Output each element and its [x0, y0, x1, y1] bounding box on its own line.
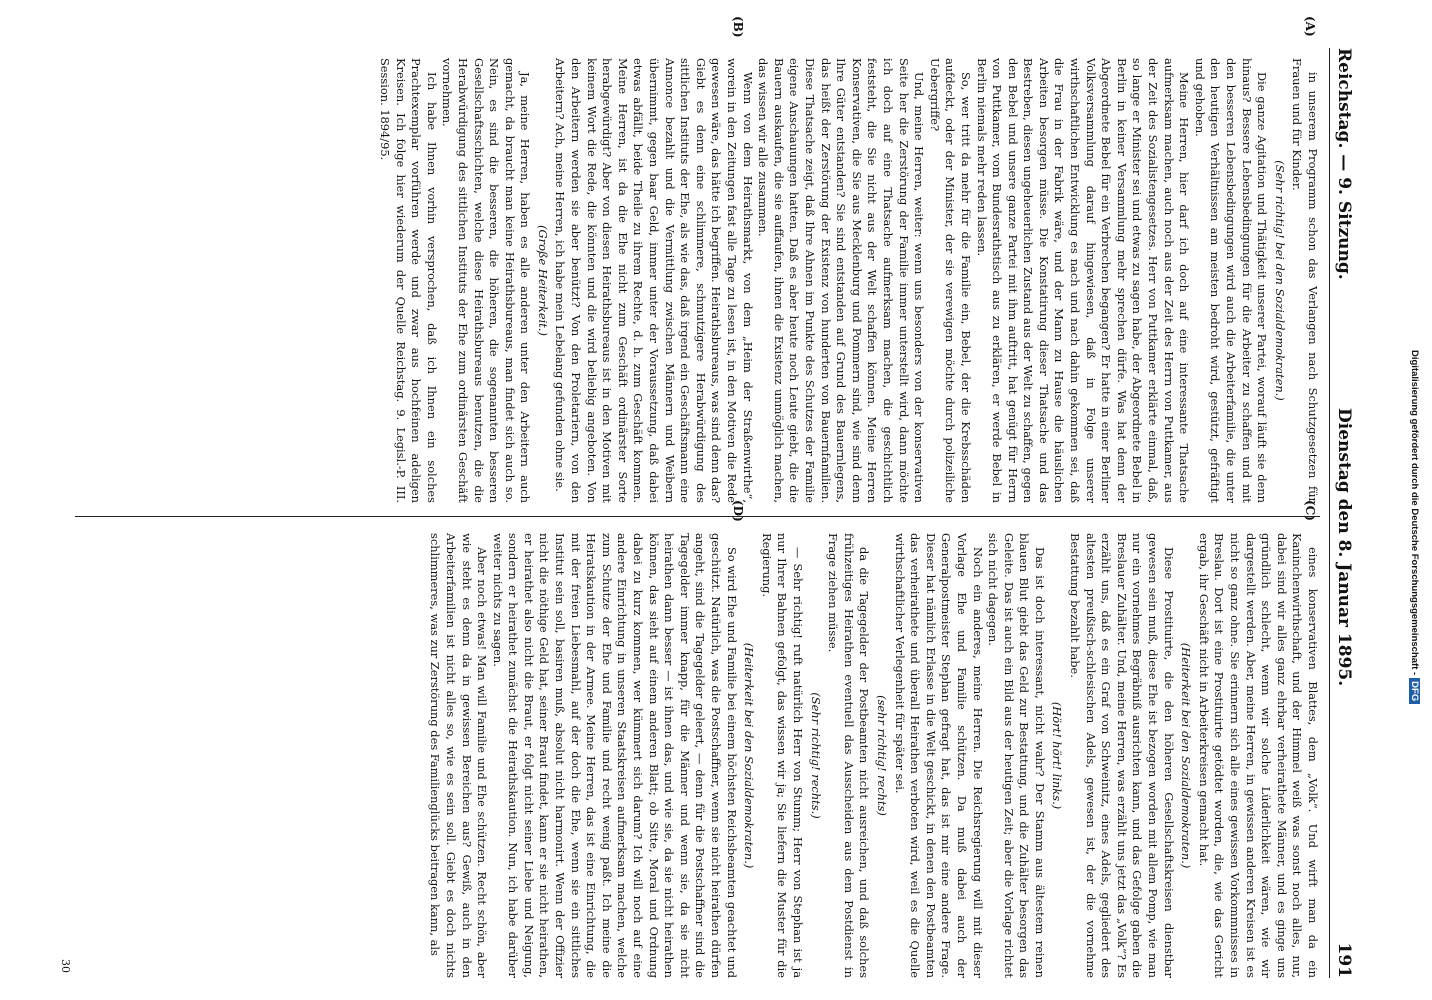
interjection: (Hört! hört! links.)	[1050, 701, 1065, 810]
interjection: (Sehr richtig! rechts.)	[808, 692, 823, 819]
page-number: 191	[1334, 942, 1354, 978]
paragraph: Ich habe Ihnen vorhin versprochen, daß ich Ihnen ein solches Prachtexemplar vorführen werde und zwar aus hochfeinen adeligen Kreisen. Ich folge hier wiederum der Quelle Reichstag. 9. Legisl.-P. III. Session. 1894/95.	[377, 58, 439, 503]
paragraph: So wird Ehe und Familie bei einem höchsten Reichsbeamten geachtet und geschützt. Natürlich, was die Postschaffner, wenn sie nicht heirathen dürfen angeht, sind die Tagegelder geleert, — denn für die Postschaffner sind die Tagegelder immer knapp, für die Männer und wenn sie, da sie nicht heirathen dann besser — ist ihnen das, und wie sie, da sie nicht heirathen können, das sieht auf einem anderen Blatt; ob Sitte, Moral und Ordnung dabei zu kurz kommen, wer kümmert sich darum? Ich will noch auf eine andere Einrichtung in unseren Staatskreisen aufmerksam machen, welche zum Schutze der Ehe und Familie und recht wenig paßt. Ich meine die Heiratskaution in der Armee. Meine Herren, das ist eine Einrichtung, die mit der freien Liebesmahl, auf der doch die Ehe, wenn sie ein sittliches Institut sein soll, basiren muß, absolut nicht harmonirt. Wenn der Offizier nicht die nöthige Geld hat, seiner Braut findet, kann er sie nicht heirathen, er heirathet also nicht die Braut, er folgt nicht seiner Liebe und Neigung, sondern er heirathet zunächst die Heirathskaution. Nun, ich habe darüber weiter nichts zu sagen.	[490, 533, 739, 978]
page-header	[1329, 48, 1360, 978]
paragraph: Ja, meine Herren, haben es alle anderen unter den Arbeitern auch gemacht, da braucht man keine Heirathsbureaus, man findet sich auch so. Nein, es sind die besseren, die höheren, die sogenannten besseren Gesellschaftsschichten, welche diese Heirathsbureaus benutzen, die die Herabwürdigung des sittlichen Instituts der Ehe zum ordinärsten Geschäft vornehmen.	[440, 58, 533, 503]
dfg-logo: DFG	[1409, 678, 1420, 704]
margin-marker-a: (A)	[1303, 16, 1317, 37]
paragraph: Meine Herren, hier darf ich doch auf eine interessante Thatsache aufmerksam machen, auch noch aus der Zeit des Herrn von Puttkamer, aus der Zeit des Sozialistengesetzes. Herr von Puttkamer erklärte einmal, daß, so lange er Minister sei und etwas zu sagen habe, der Abgeordnete Bebel in Berlin in keiner Versammlung mehr sprechen dürfe. Was hat denn der Abgeordnete Bebel für ein Verbrechen begangen? Er hatte in einer Berliner Volksversammlung darauf hingewiesen, daß in Folge unserer wirthschaftlichen Entwicklung es nach und nach dahin gekommen sei, daß die Frau in der Fabrik wäre, und der Mann zu Hause die häuslichen Arbeiten besorgen müsse. Die Konstatirung dieser Thatsache und das Bestreben, diesen ungeheuerlichen Zustand aus der Welt zu schaffen, gegen den Bebel und unsere ganze Partei mit ihm auftritt, hat genügt für Herrn von Puttkamer, vom Bundesrathstisch aus zu erklären, er werde Bebel in Berlin niemals mehr reden lassen.	[974, 58, 1192, 503]
paragraph: Diese Prostituirte, die den höheren Gesellschaftskreisen dienstbar gewesen sein muß, diese Ehe ist bezogen worden mit allem Pomp, wie man nur ein vornehmes Begräbniß ausrichten kann, und das Gefolge gaben die Breslauer Zuhälter. Und, meine Herren, was erzählt uns jetzt das „Volk“? Es erzählt uns, daß es ein Graf von Schweinitz, eines Adels, gegliedert des altesten preußisch-schlesischen Adels, gewesen ist, der die vornehme Bestattung bezahlt habe.	[1068, 533, 1176, 978]
digitization-credit	[1409, 350, 1420, 704]
margin-marker-d: (D)	[731, 500, 745, 522]
paragraph: Aber noch etwas! Man will Familie und Ehe schützen. Recht schön, aber wie steht es denn da in gewissen Bereichen aus? Gewiß, auch in den Arbeiterfamilien ist nicht alles so, wie es sein soll. Giebt es doch nichts schlimmeres, was zur Zerstörung des Familienglücks beitragen kann, als	[428, 533, 490, 978]
scanned-page	[55, 8, 1385, 993]
interjection: (Große Heiterkeit.)	[535, 225, 550, 336]
paragraph: in unserem Programm schon das Verlangen nach Schutzgesetzen für Frauen und für Kinder.	[1290, 58, 1320, 503]
header-date: Dienstag den 8. Januar 1895.	[1334, 408, 1354, 687]
interjection: (Heiterkeit bei den Sozialdemokraten.)	[742, 642, 757, 869]
margin-marker-c: (C)	[1303, 500, 1317, 521]
paragraph: da die Tagegelder der Postbeamten nicht ausreichen, und daß solches frühzeitiges Heirathen eventuell das Ausscheiden aus dem Postdienst in Frage ziehen müsse.	[826, 533, 872, 978]
paragraph: Und, meine Herren, weiter: wenn uns besonders von der konservativen Seite her die Zerstörung der Familie immer unterstellt wird, dann möchte ich doch auf eine Thatsache aufmerksam machen, die geschichtlich feststeht, die Sie nicht aus der Welt schaffen können. Meine Herren Konservativen, die Sie aus Mecklenburg und Pommern sind, wie sind denn Ihre Güter entstanden? Sie sind entstanden auf Grund des Bauernlegens, das heißt der Zerstörung der Existenz von hunderten von Bauernfamilien. Diese Thatsache zeigt, daß Ihre Ahnen im Punkte des Schutzes der Familie eigene Anschauungen hatten. Daß es aber heute noch Leute giebt, die die Bauern auskaufen, die sie auffaufen, ihnen die Existenz unmöglich machen, das wissen wir alle zusammen.	[756, 58, 927, 503]
left-text-column	[75, 58, 1320, 503]
interjection: (Heiterkeit bei den Sozialdemokraten.)	[1179, 642, 1194, 869]
interjection: (Sehr richtig! bei den Sozialdemokraten.)	[1272, 160, 1287, 401]
credit-text: Digitalisierung gefördert durch die Deutsche Forschungsgemeinschaft -	[1409, 350, 1420, 676]
paragraph: So, wer tritt da mehr für die Familie ein, Bebel, der die Krebsschäden aufdeckt, oder der Minister, der sie verewigen möchte durch polizeiliche Uebergriffe?	[927, 58, 973, 503]
paragraph: — Sehr richtig! ruft natürlich Herr von Stumm; Herr von Stephan ist ja nur Ihrer Bahnen gefolgt, das wissen wir ja; Sie liefern die Muster für die Regierung.	[759, 533, 805, 978]
margin-marker-b: (B)	[731, 16, 745, 38]
column-divider	[75, 516, 1320, 517]
paragraph: Noch ein anderes, meine Herren. Die Reichsregierung will mit dieser Vorlage Ehe und Familie schützen. Da muß dabei auch der Generalpostmeister Stephan gefragt hat, das ist mir eine andere Frage. Dieser hat nämlich Erlasse in die Welt geschickt, in denen den Postbeamten das verheirathete und überall Heirathen verboten wird, weil es die Quelle wirthschaftlicher Verlegenheit für später sei.	[892, 533, 985, 978]
header-left: Reichstag. — 9. Sitzung.	[1334, 48, 1354, 280]
paragraph: eines konservativen Blattes, dem „Volk“. Und wirft man da ein Kaninchenwirthschaft, und der Himmel weiß was sonst noch alles, nur, dabei sind wir alles ganz ehrbar verheirathete Männer, und es ginge uns gründlich schlecht, wenn wir solche Lüderlichkeit wären, wie wir dargestellt werden. Aber, meine Herren, in gewissen anderen Kreisen ist es nicht so ganz ohne. Sie erinnern sich alle eines gewissen Vorkommnisses in Breslau. Dort ist eine Prostituirte getödtet worden, die, wie das Gericht ergab, ihr Geschäft nicht in Arbeiterkreisen gemacht hat.	[1196, 533, 1320, 978]
right-text-column	[75, 533, 1320, 978]
interjection: (sehr richtig! rechts)	[874, 695, 889, 816]
signature-number: 30	[59, 959, 72, 973]
paragraph: Das ist doch interessant, nicht wahr? Der Stamm aus ältestem reinen blauen Blut giebt das Geld zur Bestattung, und die Zuhälter besorgen das Geleite. Das ist auch ein Bild aus der heutigen Zeit; aber die Vorlage richtet sich nicht dagegen.	[986, 533, 1047, 978]
paragraph: Die ganze Agitation und Thätigkeit unserer Partei, worauf läuft sie denn hinaus? Bessere Lebensbedingungen für die Arbeiter zu schaffen und mit den besseren Lebensbedingungen wird auch die Arbeiterfamilie, die unter den heutigen Verhältnissen am meisten bedroht wird, gestützt, gefräftigt und gehoben.	[1192, 58, 1270, 503]
paragraph: Wenn von dem Heirathsmarkt, von dem „Heim der Straßenwirthe“, worein in den Zeitungen fast alle Tage zu lesen ist, in den Motiven die Rede gewesen wäre, das hätte ich begriffen. Heirathsbureaus, was sind denn das? Giebt es denn eine schlimmere, schmutzigere Herabwürdigung des sittlichen Instituts der Ehe, als wie das, daß irgend ein Geschäftsmann eine Annonce bezahlt und die Vermittlung zwischen Männern und Weibern übernimmt, gegen baar Geld, immer unter der Voraussetzung, daß dabei etwas abfällt, beide Theile zu ihrem Rechte, d. h. zum Geschäft kommen. Meine Herren, ist da die Ehe nicht zum Geschäft ordinärster Sorte herabgewürdigt? Aber von diesen Heirathsbureaus ist in den Motiven mit keinem Wort die Rede, die könnten und die wird beliebig angeboten. Von den Arbeitern werden sie aber benützt? Von den Proletariern, von den Arbeitern? Ach, meine Herren, ich habe mein Lebelang gefunden ohne sie.	[553, 58, 755, 503]
